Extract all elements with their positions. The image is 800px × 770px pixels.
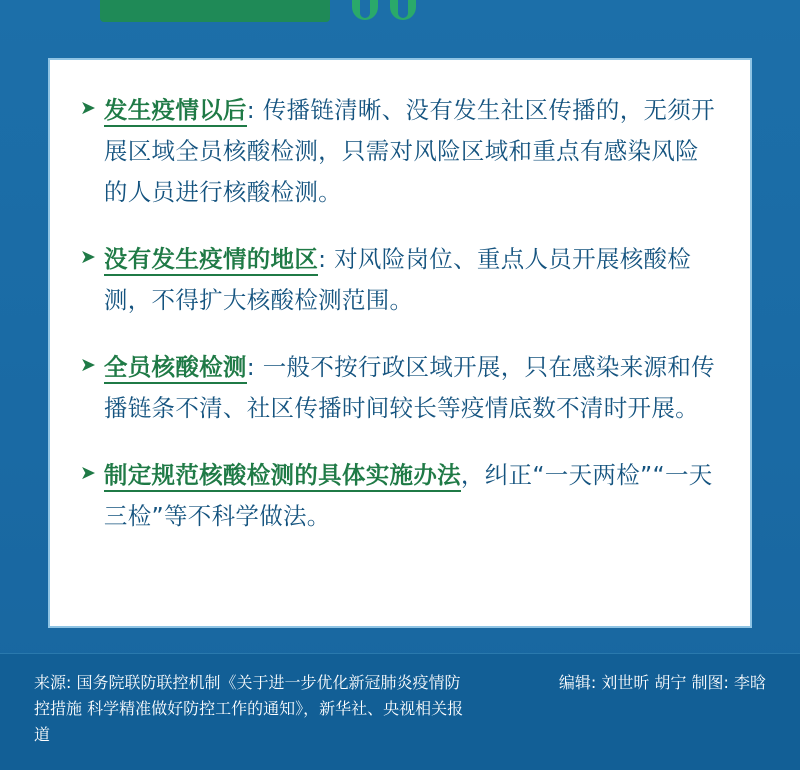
list-item-highlight: 发生疫情以后 [104, 96, 247, 127]
source-text: 来源: 国务院联防联控机制《关于进一步优化新冠肺炎疫情防控措施 科学精准做好防控工作的通知》，新华社、央视相关报道 [34, 673, 464, 744]
list-item [80, 455, 716, 537]
top-strip [0, 0, 800, 30]
list-item-highlight: 制定规范核酸检测的具体实施办法 [104, 461, 461, 492]
header-green-bar [100, 0, 330, 22]
list-item-highlight: 全员核酸检测 [104, 353, 247, 384]
arrow-bullet-icon: ➤ [80, 463, 96, 484]
list-item-highlight: 没有发生疫情的地区 [104, 245, 318, 276]
list-item-text [104, 239, 716, 321]
arrow-bullet-icon: ➤ [80, 98, 96, 119]
list-item-body: : 对风险岗位、重点人员开展核酸检测，不得扩大核酸检测范围。 [103, 245, 692, 314]
list-item-text [104, 455, 716, 537]
arrow-bullet-icon: ➤ [80, 355, 96, 376]
list-item-body: ，纠正“一天两检”“一天三检”等不科学做法。 [103, 461, 713, 530]
list-item [80, 239, 716, 321]
list-item-text [104, 90, 716, 213]
list-item-body: : 一般不按行政区域开展，只在感染来源和传播链条不清、社区传播时间较长等疫情底数不清时开展。 [103, 353, 715, 422]
footer [0, 653, 800, 770]
quotation-mark-icon [352, 0, 416, 20]
list-item-text [104, 347, 716, 429]
list-item [80, 347, 716, 429]
list-item-body: : 传播链清晰、没有发生社区传播的，无须开展区域全员核酸检测，只需对风险区域和重点有感染风险的人员进行核酸检测。 [103, 96, 715, 206]
credits-text: 编辑: 刘世昕 胡宁 制图: 李晗 [558, 673, 766, 692]
content-card [48, 58, 752, 628]
list-item [80, 90, 716, 213]
arrow-bullet-icon: ➤ [80, 247, 96, 268]
